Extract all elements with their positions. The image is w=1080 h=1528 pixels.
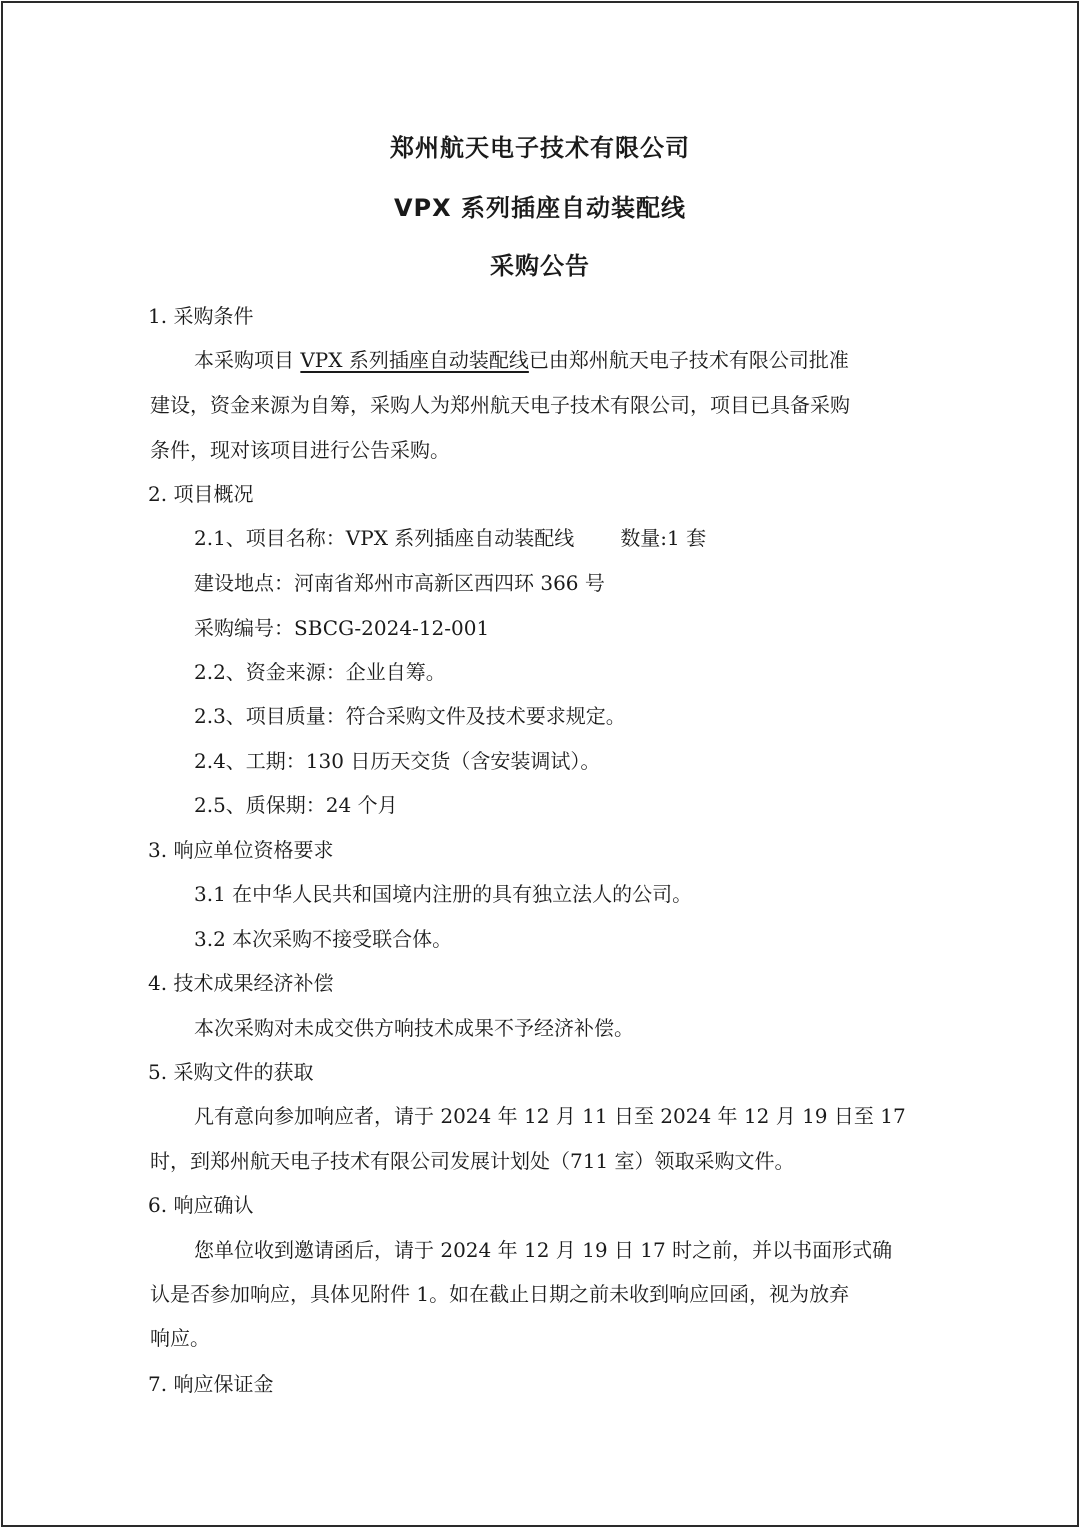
section-1-line-1 [194,345,849,375]
section-1-project-name: VPX 系列插座自动装配线 [300,348,529,372]
section-2-heading: 2. 项目概况 [148,482,254,506]
section-5-line-1: 凡有意向参加响应者，请于 2024 年 12 月 11 日至 2024 年 12 月 19 日至 17 [194,1104,906,1128]
section-3-item-2: 3.2 本次采购不接受联合体。 [194,927,453,951]
section-1-heading: 1. 采购条件 [148,304,254,328]
section-7-heading: 7. 响应保证金 [148,1372,274,1396]
title-project: VPX 系列插座自动装配线 [393,194,687,222]
section-3-heading: 3. 响应单位资格要求 [148,838,334,862]
section-4-heading: 4. 技术成果经济补偿 [148,971,334,995]
title-type: 采购公告 [490,252,590,280]
section-6-line-2: 认是否参加响应，具体见附件 1。如在截止日期之前未收到响应回函，视为放弃 [150,1282,850,1306]
section-4-line-1: 本次采购对未成交供方响技术成果不予经济补偿。 [194,1016,634,1040]
section-6-heading: 6. 响应确认 [148,1193,254,1217]
section-2-location: 建设地点：河南省郑州市高新区西四环 366 号 [194,571,605,595]
section-2-code: 采购编号：SBCG-2024-12-001 [194,616,490,640]
section-5-line-2: 时，到郑州航天电子技术有限公司发展计划处（711 室）领取采购文件。 [150,1149,795,1173]
section-1-line-1-post: 已由郑州航天电子技术有限公司批准 [528,348,849,372]
section-3-item-1: 3.1 在中华人民共和国境内注册的具有独立法人的公司。 [194,882,693,906]
section-2-item-4: 2.4、工期：130 日历天交货（含安装调试）。 [194,749,601,773]
section-6-line-1: 您单位收到邀请函后，请于 2024 年 12 月 19 日 17 时之前，并以书面形式确 [194,1238,893,1262]
section-6-line-3: 响应。 [150,1326,210,1350]
section-1-line-1-pre: 本采购项目 [194,348,301,372]
section-2-item-3: 2.3、项目质量：符合采购文件及技术要求规定。 [194,704,626,728]
section-1-line-3: 条件，现对该项目进行公告采购。 [150,438,450,462]
section-2-item-2: 2.2、资金来源：企业自筹。 [194,660,446,684]
title-company: 郑州航天电子技术有限公司 [390,134,690,162]
section-5-heading: 5. 采购文件的获取 [148,1060,314,1084]
item-1-project-name: 2.1、项目名称：VPX 系列插座自动装配线 [194,526,575,550]
section-2-item-1 [194,523,706,553]
section-1-line-2: 建设，资金来源为自筹，采购人为郑州航天电子技术有限公司，项目已具备采购 [150,393,850,417]
item-1-quantity: 数量:1 套 [620,526,707,550]
section-2-item-5: 2.5、质保期：24 个月 [194,793,398,817]
